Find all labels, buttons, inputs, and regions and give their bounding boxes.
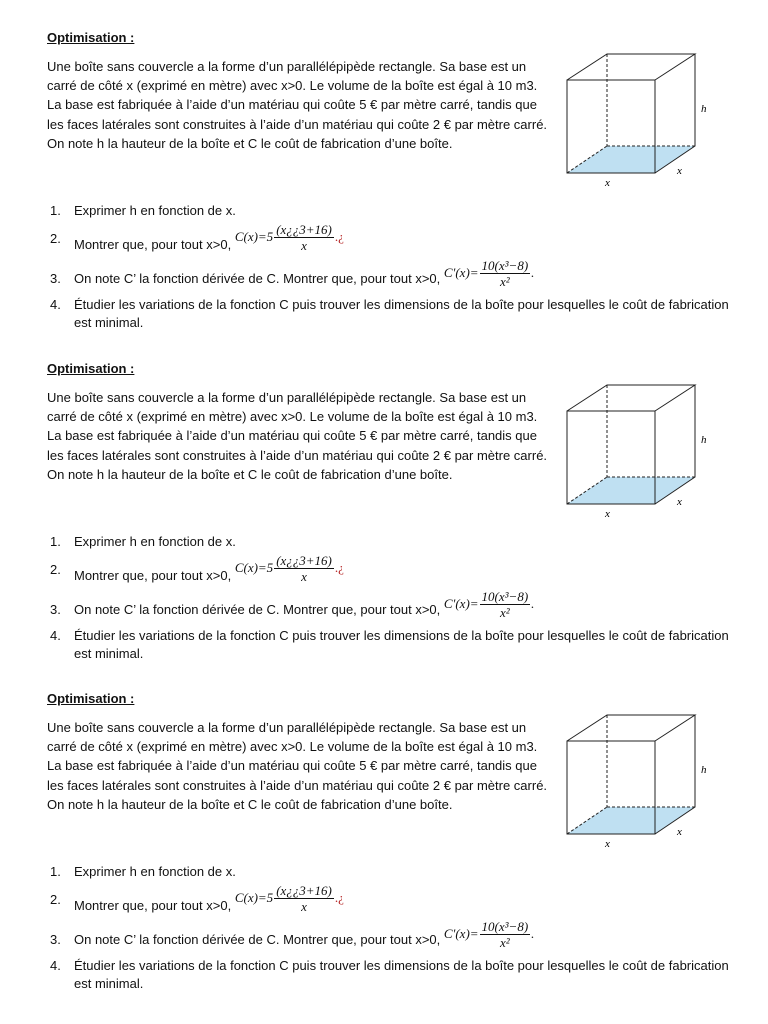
question-3: 3. On note C’ la fonction dérivée de C. Montrer que, pour tout x>0, C'(x)= $\frac{\text{10(x³−8)}}{\text{x²}}$ . — [50, 258, 535, 289]
exercise-title: Optimisation : — [47, 30, 135, 45]
exercise-block-2 — [0, 339, 768, 669]
formula-fraction: $\frac{(x¿¿3+16)}{x}$ — [276, 883, 332, 914]
formula-fraction: $\frac{\text{10(x³−8)}}{\text{x²}}$ — [481, 589, 529, 620]
formula-fraction: $\frac{\text{10(x³−8)}}{\text{x²}}$ — [481, 919, 529, 950]
intro-paragraph-1: Une boîte sans couvercle a la forme d’un parallélépipède rectangle. Sa base est un carré de côté x (exprimé en mètre) avec x>0. Le volume de la boîte est égal à 10 m3. — [47, 720, 538, 755]
intro-paragraph-2: La base est fabriquée à l’aide d’un matériau qui coûte 5 € par mètre carré, tandis que les faces latérales sont construites à l’aide d’un matériau qui coûte 2 € par mètre carré. — [47, 97, 548, 132]
label-x-front: x — [605, 177, 610, 189]
question-3: 3. On note C’ la fonction dérivée de C. Montrer que, pour tout x>0, C'(x)= $\frac{\text{10(x³−8)}}{\text{x²}}$ . — [50, 919, 535, 950]
question-2: 2. Montrer que, pour tout x>0, C(x)=5 $\frac{(x¿¿3+16)}{x}$ .¿ — [50, 222, 344, 253]
label-x-side: x — [677, 165, 682, 177]
question-1: 1. Exprimer h en fonction de x. — [50, 534, 236, 549]
exercise-title: Optimisation : — [47, 361, 135, 376]
exercise-intro — [47, 57, 557, 153]
intro-paragraph-1: Une boîte sans couvercle a la forme d’un parallélépipède rectangle. Sa base est un carré de côté x (exprimé en mètre) avec x>0. Le volume de la boîte est égal à 10 m3. — [47, 390, 538, 425]
box-figure — [555, 38, 725, 198]
label-x-front: x — [605, 508, 610, 520]
intro-paragraph-2: La base est fabriquée à l’aide d’un matériau qui coûte 5 € par mètre carré, tandis que les faces latérales sont construites à l’aide d’un matériau qui coûte 2 € par mètre carré. — [47, 758, 548, 793]
box-figure — [555, 699, 725, 859]
exercise-intro — [47, 718, 557, 814]
exercise-intro — [47, 388, 557, 484]
question-1: 1. Exprimer h en fonction de x. — [50, 203, 236, 218]
formula-fraction: $\frac{(x¿¿3+16)}{x}$ — [276, 222, 332, 253]
question-3: 3. On note C’ la fonction dérivée de C. Montrer que, pour tout x>0, C'(x)= $\frac{\text{10(x³−8)}}{\text{x²}}$ . — [50, 589, 535, 620]
box-figure — [555, 369, 725, 529]
label-x-side: x — [677, 496, 682, 508]
formula-fraction: $\frac{(x¿¿3+16)}{x}$ — [276, 553, 332, 584]
question-4: 4. Étudier les variations de la fonction C puis trouver les dimensions de la boîte pour lesquelles le coût de fabrication est minimal. — [50, 628, 729, 661]
label-x-front: x — [605, 838, 610, 850]
label-h: h — [701, 434, 707, 446]
label-h: h — [701, 103, 707, 115]
intro-paragraph-2: La base est fabriquée à l’aide d’un matériau qui coûte 5 € par mètre carré, tandis que les faces latérales sont construites à l’aide d’un matériau qui coûte 2 € par mètre carré. — [47, 428, 548, 463]
intro-paragraph-3: On note h la hauteur de la boîte et C le coût de fabrication d’une boîte. — [47, 466, 453, 482]
question-4: 4. Étudier les variations de la fonction C puis trouver les dimensions de la boîte pour lesquelles le coût de fabrication est minimal. — [50, 297, 729, 330]
question-2: 2. Montrer que, pour tout x>0, C(x)=5 $\frac{(x¿¿3+16)}{x}$ .¿ — [50, 553, 344, 584]
question-1: 1. Exprimer h en fonction de x. — [50, 864, 236, 879]
question-2: 2. Montrer que, pour tout x>0, C(x)=5 $\frac{(x¿¿3+16)}{x}$ .¿ — [50, 883, 344, 914]
formula-fraction: $\frac{\text{10(x³−8)}}{\text{x²}}$ — [481, 258, 529, 289]
intro-paragraph-3: On note h la hauteur de la boîte et C le coût de fabrication d’une boîte. — [47, 796, 453, 812]
label-x-side: x — [677, 826, 682, 838]
exercise-block-1 — [0, 8, 768, 338]
exercise-block-3 — [0, 669, 768, 999]
intro-paragraph-3: On note h la hauteur de la boîte et C le coût de fabrication d’une boîte. — [47, 135, 453, 151]
intro-paragraph-1: Une boîte sans couvercle a la forme d’un parallélépipède rectangle. Sa base est un carré de côté x (exprimé en mètre) avec x>0. Le volume de la boîte est égal à 10 m3. — [47, 59, 538, 94]
question-4: 4. Étudier les variations de la fonction C puis trouver les dimensions de la boîte pour lesquelles le coût de fabrication est minimal. — [50, 958, 729, 991]
label-h: h — [701, 764, 707, 776]
exercise-title: Optimisation : — [47, 691, 135, 706]
